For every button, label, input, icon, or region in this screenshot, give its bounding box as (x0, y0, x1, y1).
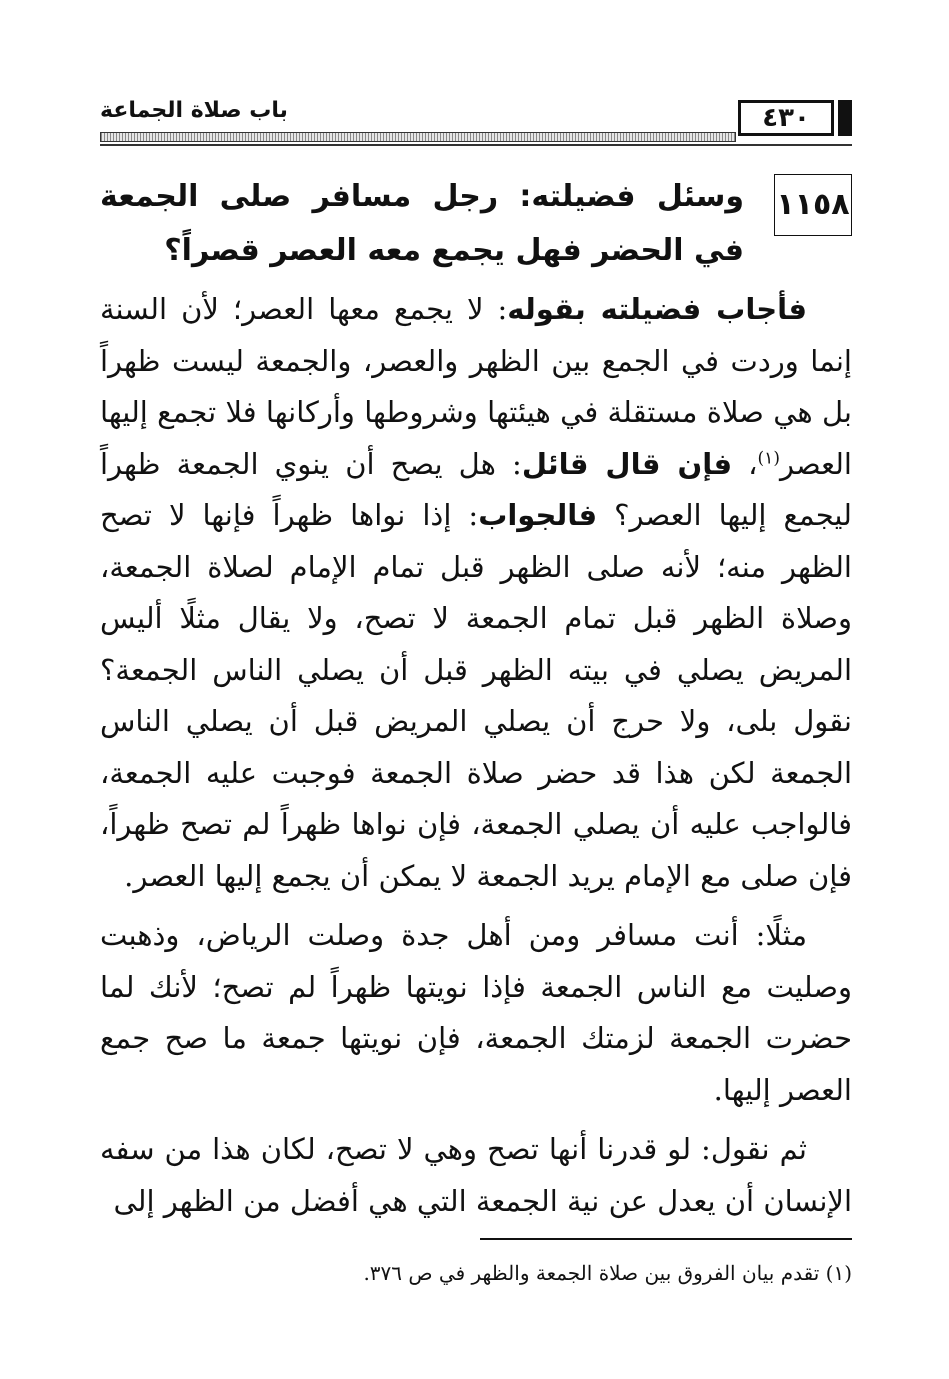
header-rule (100, 144, 852, 146)
question-number-box: ١١٥٨ (774, 174, 852, 236)
running-title: باب صلاة الجماعة (100, 98, 288, 123)
reply-lead: فالجواب (478, 498, 598, 532)
answer-paragraph-2: مثلًا: أنت مسافر ومن أهل جدة وصلت الرياض، وذهبت وصليت مع الناس الجمعة فإذا نويتها ظهراً لم تصح؛ لأنك لما حضرت الجمعة لزمتك الجمعة، فإن نويتها جمعة ما صح جمع العصر إليها. (100, 918, 852, 1107)
objection-lead: فإن قال قائل (521, 446, 733, 481)
header-pattern-rule (100, 132, 736, 142)
page-header (100, 92, 852, 152)
answer-lead: فأجاب فضيلته بقوله (507, 292, 807, 326)
page-number: ٤٣٠ (738, 100, 834, 136)
answer-text-d: : إذا نواها ظهراً فإنها لا تصح الظهر منه؛ لأنه صلى الظهر قبل تمام الإمام لصلاة الجمعة، وصلاة الظهر قبل تمام الجمعة لا تصح، ولا يقال مثلًا أليس المريض يصلي في بيته الظهر قبل أن يصلي الناس الجمعة؟ نقول بلى، ولا حرج أن يصلي المريض قبل أن يصلي الناس الجمعة لكن هذا قد حضر صلاة الجمعة فوجبت عليه الجمعة، فالواجب عليه أن يصلي الجمعة، فإن نواها ظهراً لم تصح ظهراً، فإن صلى مع الإمام يريد الجمعة لا يمكن أن يجمع إليها العصر. (100, 498, 852, 893)
answer-text-c: : هل يصح أن ينوي الجمعة ظهراً ليجمع إليها العصر؟ (100, 446, 852, 532)
question-text: وسئل فضيلته: رجل مسافر صلى الجمعة في الحضر فهل يجمع معه العصر قصراً؟ (100, 179, 744, 268)
footnote: (١) تقدم بيان الفروق بين صلاة الجمعة والظهر في ص ٣٧٦. (363, 1261, 852, 1285)
page-number-bar (838, 100, 852, 136)
footnote-rule (480, 1238, 852, 1240)
answer-text-b: ، (732, 446, 758, 481)
main-text (100, 170, 852, 1235)
answer-paragraph-3: ثم نقول: لو قدرنا أنها تصح وهي لا تصح، لكان هذا من سفه الإنسان أن يعدل عن نية الجمعة التي هي أفضل من الظهر إلى (100, 1132, 852, 1218)
answer-text-a: : لا يجمع معها العصر؛ لأن السنة إنما وردت في الجمع بين الظهر والعصر، والجمعة ليست ظهراً بل هي صلاة مستقلة في هيئتها وشروطها وأركانها فلا تجمع إليها العصر (100, 292, 852, 481)
footnote-reference: (١) (757, 447, 780, 468)
answer-paragraph-1 (100, 284, 852, 902)
